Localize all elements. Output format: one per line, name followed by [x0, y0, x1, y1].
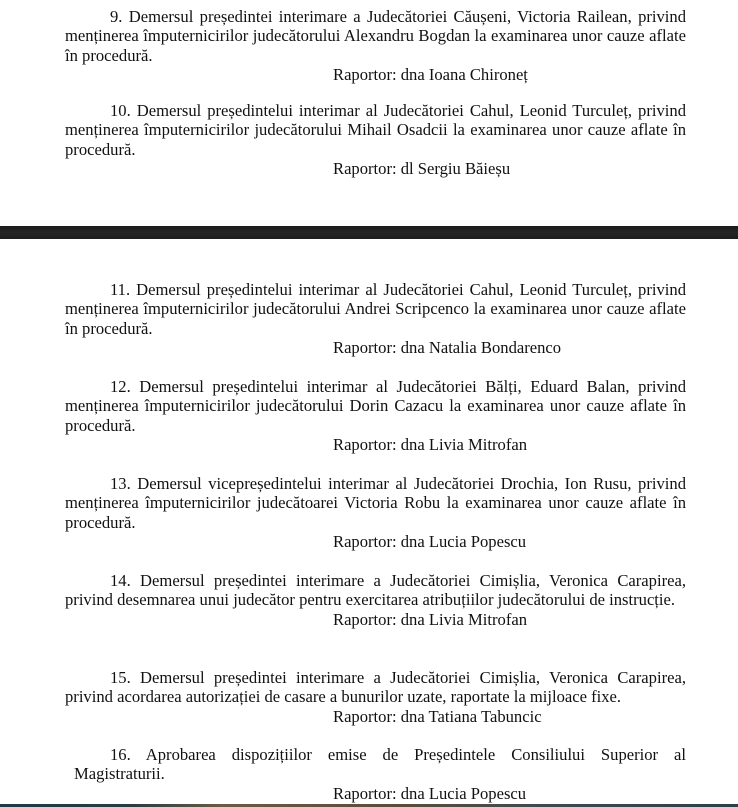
agenda-item-raportor: Raportor: dna Livia Mitrofan [333, 609, 528, 629]
agenda-item-text: 16. Aprobarea dispozițiilor emise de Președintele Consiliului Superior al Magistraturii. [74, 745, 686, 784]
agenda-item-11 [65, 280, 686, 358]
document-page-bottom [0, 239, 738, 807]
agenda-item-raportor: Raportor: dna Livia Mitrofan [333, 435, 528, 455]
agenda-item-text: 12. Demersul președintelui interimar al Judecătoriei Bălți, Eduard Balan, privind menținerea împuternicirilor judecătorului Dorin Cazacu la examinarea unor cauze aflate în procedură. [65, 377, 686, 435]
agenda-item-16 [65, 745, 686, 803]
agenda-item-text: 9. Demersul președintei interimare a Judecătoriei Căușeni, Victoria Railean, privind menținerea împuternicirilor judecătorului Alexandru Bogdan la examinarea unor cauze aflate în procedură. [65, 7, 686, 65]
agenda-item-raportor: Raportor: dna Lucia Popescu [333, 783, 527, 803]
agenda-item-9 [65, 7, 686, 85]
agenda-item-14 [65, 571, 686, 629]
agenda-item-raportor: Raportor: dna Natalia Bondarenco [333, 338, 562, 358]
agenda-item-text: 15. Demersul președintei interimare a Judecătoriei Cimișlia, Veronica Carapirea, privind acordarea autorizației de casare a bunurilor uzate, raportate la mijloace fixe. [65, 668, 686, 707]
page-separator [0, 226, 738, 239]
agenda-item-raportor: Raportor: dna Tatiana Tabuncic [333, 706, 542, 726]
agenda-item-text: 13. Demersul vicepreședintelui interimar al Judecătoriei Drochia, Ion Rusu, privind menținerea împuternicirilor judecătoarei Victoria Robu la examinarea unor cauze aflate în procedură. [65, 474, 686, 532]
document-page-top [0, 0, 738, 226]
agenda-item-12 [65, 377, 686, 455]
agenda-item-15 [65, 668, 686, 726]
agenda-item-raportor: Raportor: dna Lucia Popescu [333, 532, 527, 552]
agenda-item-text: 11. Demersul președintelui interimar al Judecătoriei Cahul, Leonid Turculeț, privind menținerea împuternicirilor judecătorului Andrei Scripcenco la examinarea unor cauze aflate în procedură. [65, 280, 686, 338]
agenda-item-10 [65, 101, 686, 179]
agenda-item-raportor: Raportor: dna Ioana Chironeț [333, 65, 528, 85]
agenda-item-raportor: Raportor: dl Sergiu Băieșu [333, 159, 511, 179]
agenda-item-text: 14. Demersul președintei interimare a Judecătoriei Cimișlia, Veronica Carapirea, privind desemnarea unui judecător pentru exercitarea atribuțiilor judecătorului de instrucție. [65, 571, 686, 610]
agenda-item-13 [65, 474, 686, 552]
agenda-item-text: 10. Demersul președintelui interimar al Judecătoriei Cahul, Leonid Turculeț, privind menținerea împuternicirilor judecătorului Mihail Osadcii la examinarea unor cauze aflate în procedură. [65, 101, 686, 159]
